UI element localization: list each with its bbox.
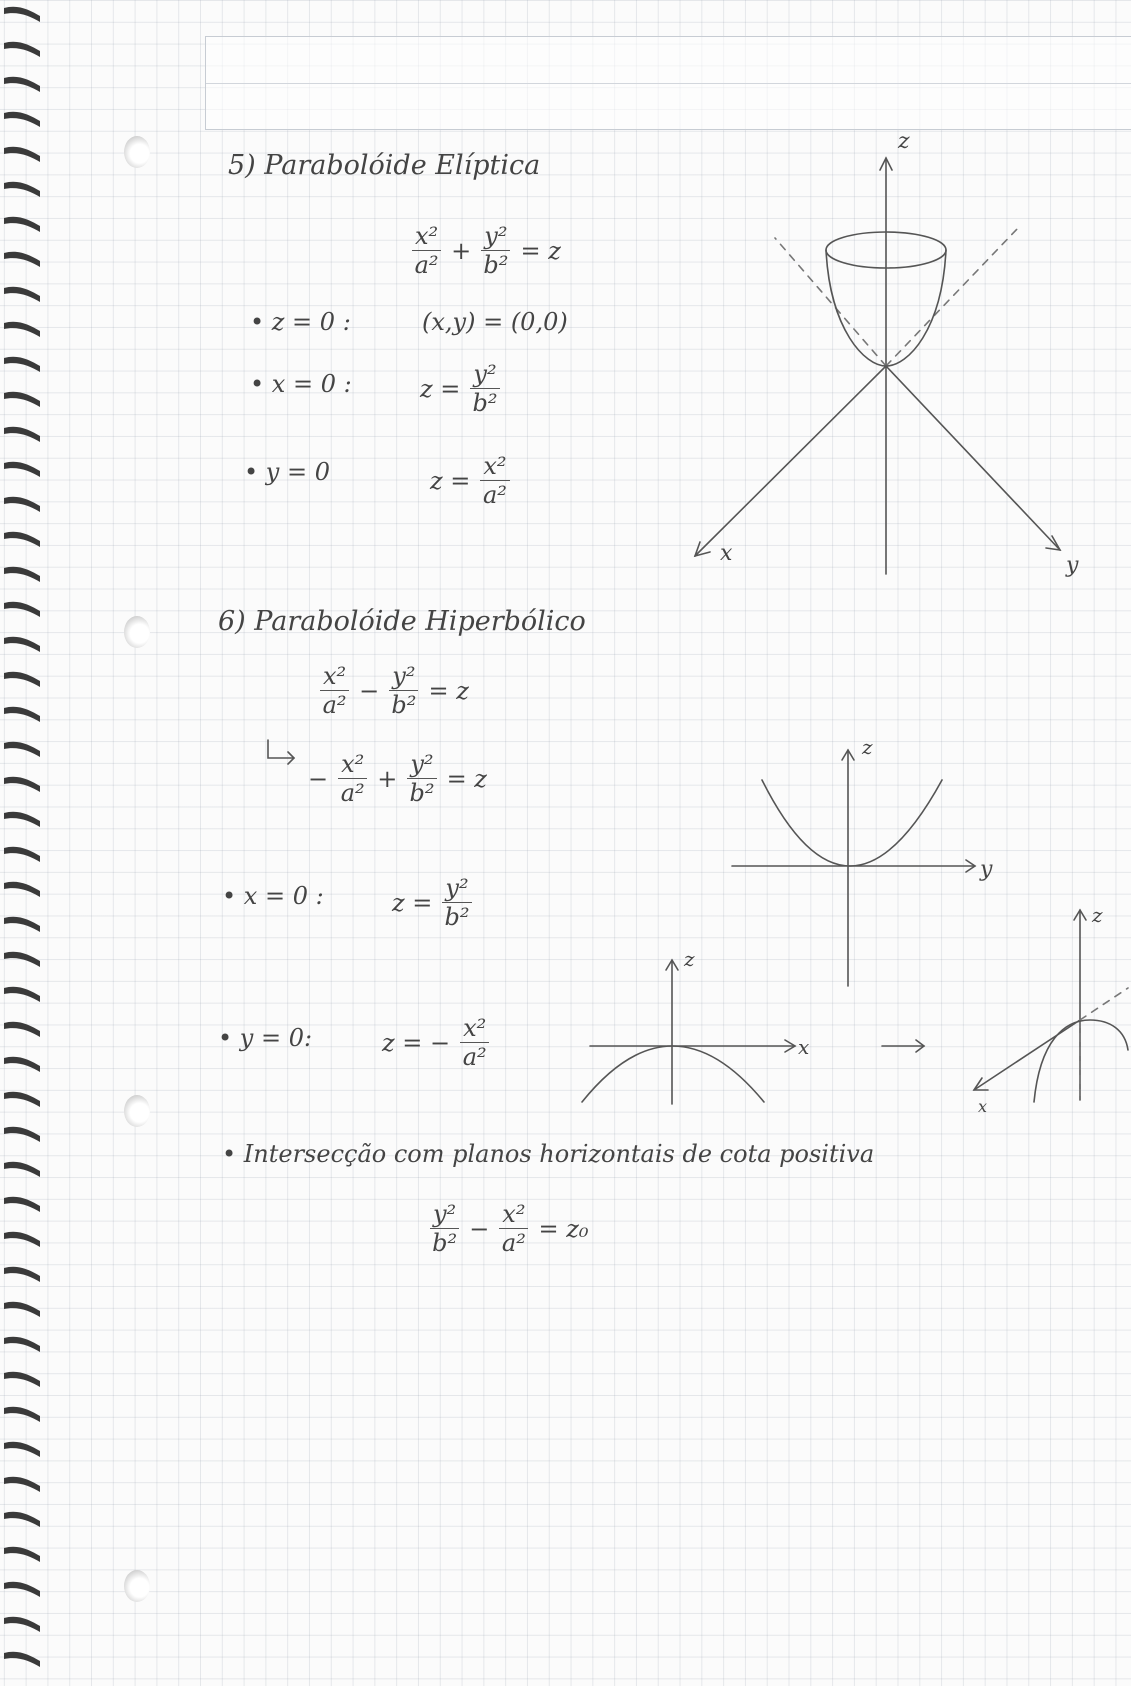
y-axis-label: y	[1066, 553, 1079, 578]
y-axis-label: y	[980, 857, 993, 882]
spiral-coil	[4, 392, 40, 407]
spiral-coil	[4, 1127, 40, 1142]
spiral-coil	[4, 147, 40, 162]
spiral-coil	[4, 987, 40, 1002]
spiral-coil	[4, 42, 40, 57]
xz-section-sketch	[580, 942, 820, 1112]
section-6-case-1-label: • x = 0 :	[222, 882, 324, 910]
spiral-coil	[4, 217, 40, 232]
z-axis-label: z	[684, 947, 695, 971]
section-5-title: 5) Parabolóide Elíptica	[228, 150, 541, 181]
section-5-case-2-label: • x = 0 :	[250, 370, 352, 398]
punch-hole	[124, 1095, 150, 1127]
spiral-coil	[4, 7, 40, 22]
spiral-coil	[4, 812, 40, 827]
spiral-coil	[4, 1302, 40, 1317]
spiral-coil	[4, 1197, 40, 1212]
punch-hole	[124, 616, 150, 648]
spiral-coil	[4, 462, 40, 477]
section-6-equation-rewritten: − $\frac{\text{x²}}{\text{a²}}$ + $\frac{\text{y²}}{\text{b²}}$ = z	[308, 750, 487, 808]
saddle-curve	[1034, 1020, 1128, 1102]
section-6-case-2-label: • y = 0:	[218, 1024, 313, 1052]
section-5-case-2-result: z = $\frac{\text{y²}}{\text{b²}}$	[420, 362, 500, 416]
x-axis	[974, 1020, 1080, 1090]
spiral-coil	[4, 1547, 40, 1562]
spiral-coil	[4, 77, 40, 92]
spiral-coil	[4, 742, 40, 757]
page-header-box	[205, 36, 1131, 130]
spiral-coil	[4, 777, 40, 792]
z-axis-label: z	[1092, 903, 1103, 927]
spiral-coil	[4, 1582, 40, 1597]
spiral-coil	[4, 672, 40, 687]
z-axis-label: z	[862, 735, 873, 759]
spiral-coil	[4, 322, 40, 337]
x-axis-label: x	[720, 541, 733, 566]
y-axis	[886, 366, 1060, 550]
spiral-coil	[4, 1652, 40, 1667]
section-6-case-1-result: z = $\frac{\text{y²}}{\text{b²}}$	[392, 876, 472, 930]
spiral-coil	[4, 1512, 40, 1527]
dashed-y-axis	[1080, 988, 1128, 1020]
spiral-binding	[0, 0, 60, 1686]
section-6-title: 6) Parabolóide Hiperbólico	[218, 606, 586, 637]
spiral-coil	[4, 497, 40, 512]
spiral-coil	[4, 1617, 40, 1632]
section-6-case-2-result: z = − $\frac{\text{x²}}{\text{a²}}$	[382, 1016, 489, 1070]
section-5-case-1-result: (x,y) = (0,0)	[422, 308, 568, 336]
spiral-coil	[4, 882, 40, 897]
z-axis-label: z	[898, 129, 910, 154]
spiral-coil	[4, 1057, 40, 1072]
section-5-case-3-result: z = $\frac{\text{x²}}{\text{a²}}$	[430, 454, 510, 508]
intersection-note: • Intersecção com planos horizontais de cota positiva	[222, 1140, 875, 1168]
spiral-coil	[4, 532, 40, 547]
section-6-equation: $\frac{\text{x²}}{\text{a²}}$ − $\frac{\text{y²}}{\text{b²}}$ = z	[320, 662, 469, 718]
spiral-coil	[4, 567, 40, 582]
spiral-coil	[4, 252, 40, 267]
spiral-coil	[4, 1022, 40, 1037]
section-5-case-1-label: • z = 0 :	[250, 308, 351, 336]
elliptic-paraboloid-sketch	[680, 120, 1100, 580]
spiral-coil	[4, 602, 40, 617]
x-axis-arrowhead	[974, 1078, 988, 1090]
spiral-coil	[4, 112, 40, 127]
spiral-coil	[4, 637, 40, 652]
spiral-coil	[4, 182, 40, 197]
upward-parabola	[762, 780, 942, 866]
spiral-coil	[4, 287, 40, 302]
spiral-coil	[4, 1267, 40, 1282]
punch-hole	[124, 1570, 150, 1602]
intersection-equation: $\frac{\text{y²}}{\text{b²}}$ − $\frac{\text{x²}}{\text{a²}}$ = z₀	[430, 1200, 588, 1256]
spiral-coil	[4, 1092, 40, 1107]
spiral-coil	[4, 917, 40, 932]
saddle-partial-sketch	[960, 880, 1131, 1116]
spiral-coil	[4, 357, 40, 372]
dashed-asymptote-right	[886, 228, 1018, 366]
x-axis	[695, 366, 886, 556]
spiral-coil	[4, 1442, 40, 1457]
spiral-coil	[4, 1337, 40, 1352]
spiral-coil	[4, 1162, 40, 1177]
section-5-case-3-label: • y = 0	[244, 458, 330, 486]
spiral-coil	[4, 1232, 40, 1247]
section-5-equation: $\frac{\text{x²}}{\text{a²}}$ + $\frac{\text{y²}}{\text{b²}}$ = z	[412, 222, 561, 278]
right-arrow	[880, 1036, 930, 1056]
spiral-coil	[4, 1407, 40, 1422]
spiral-coil	[4, 847, 40, 862]
downward-parabola	[582, 1046, 764, 1102]
spiral-coil	[4, 1372, 40, 1387]
x-axis-label: x	[798, 1035, 810, 1059]
spiral-coil	[4, 1477, 40, 1492]
x-axis-label: x	[978, 1097, 988, 1116]
spiral-coil	[4, 707, 40, 722]
spiral-coil	[4, 952, 40, 967]
spiral-coil	[4, 427, 40, 442]
punch-hole	[124, 136, 150, 168]
rewrite-arrow	[264, 738, 304, 768]
